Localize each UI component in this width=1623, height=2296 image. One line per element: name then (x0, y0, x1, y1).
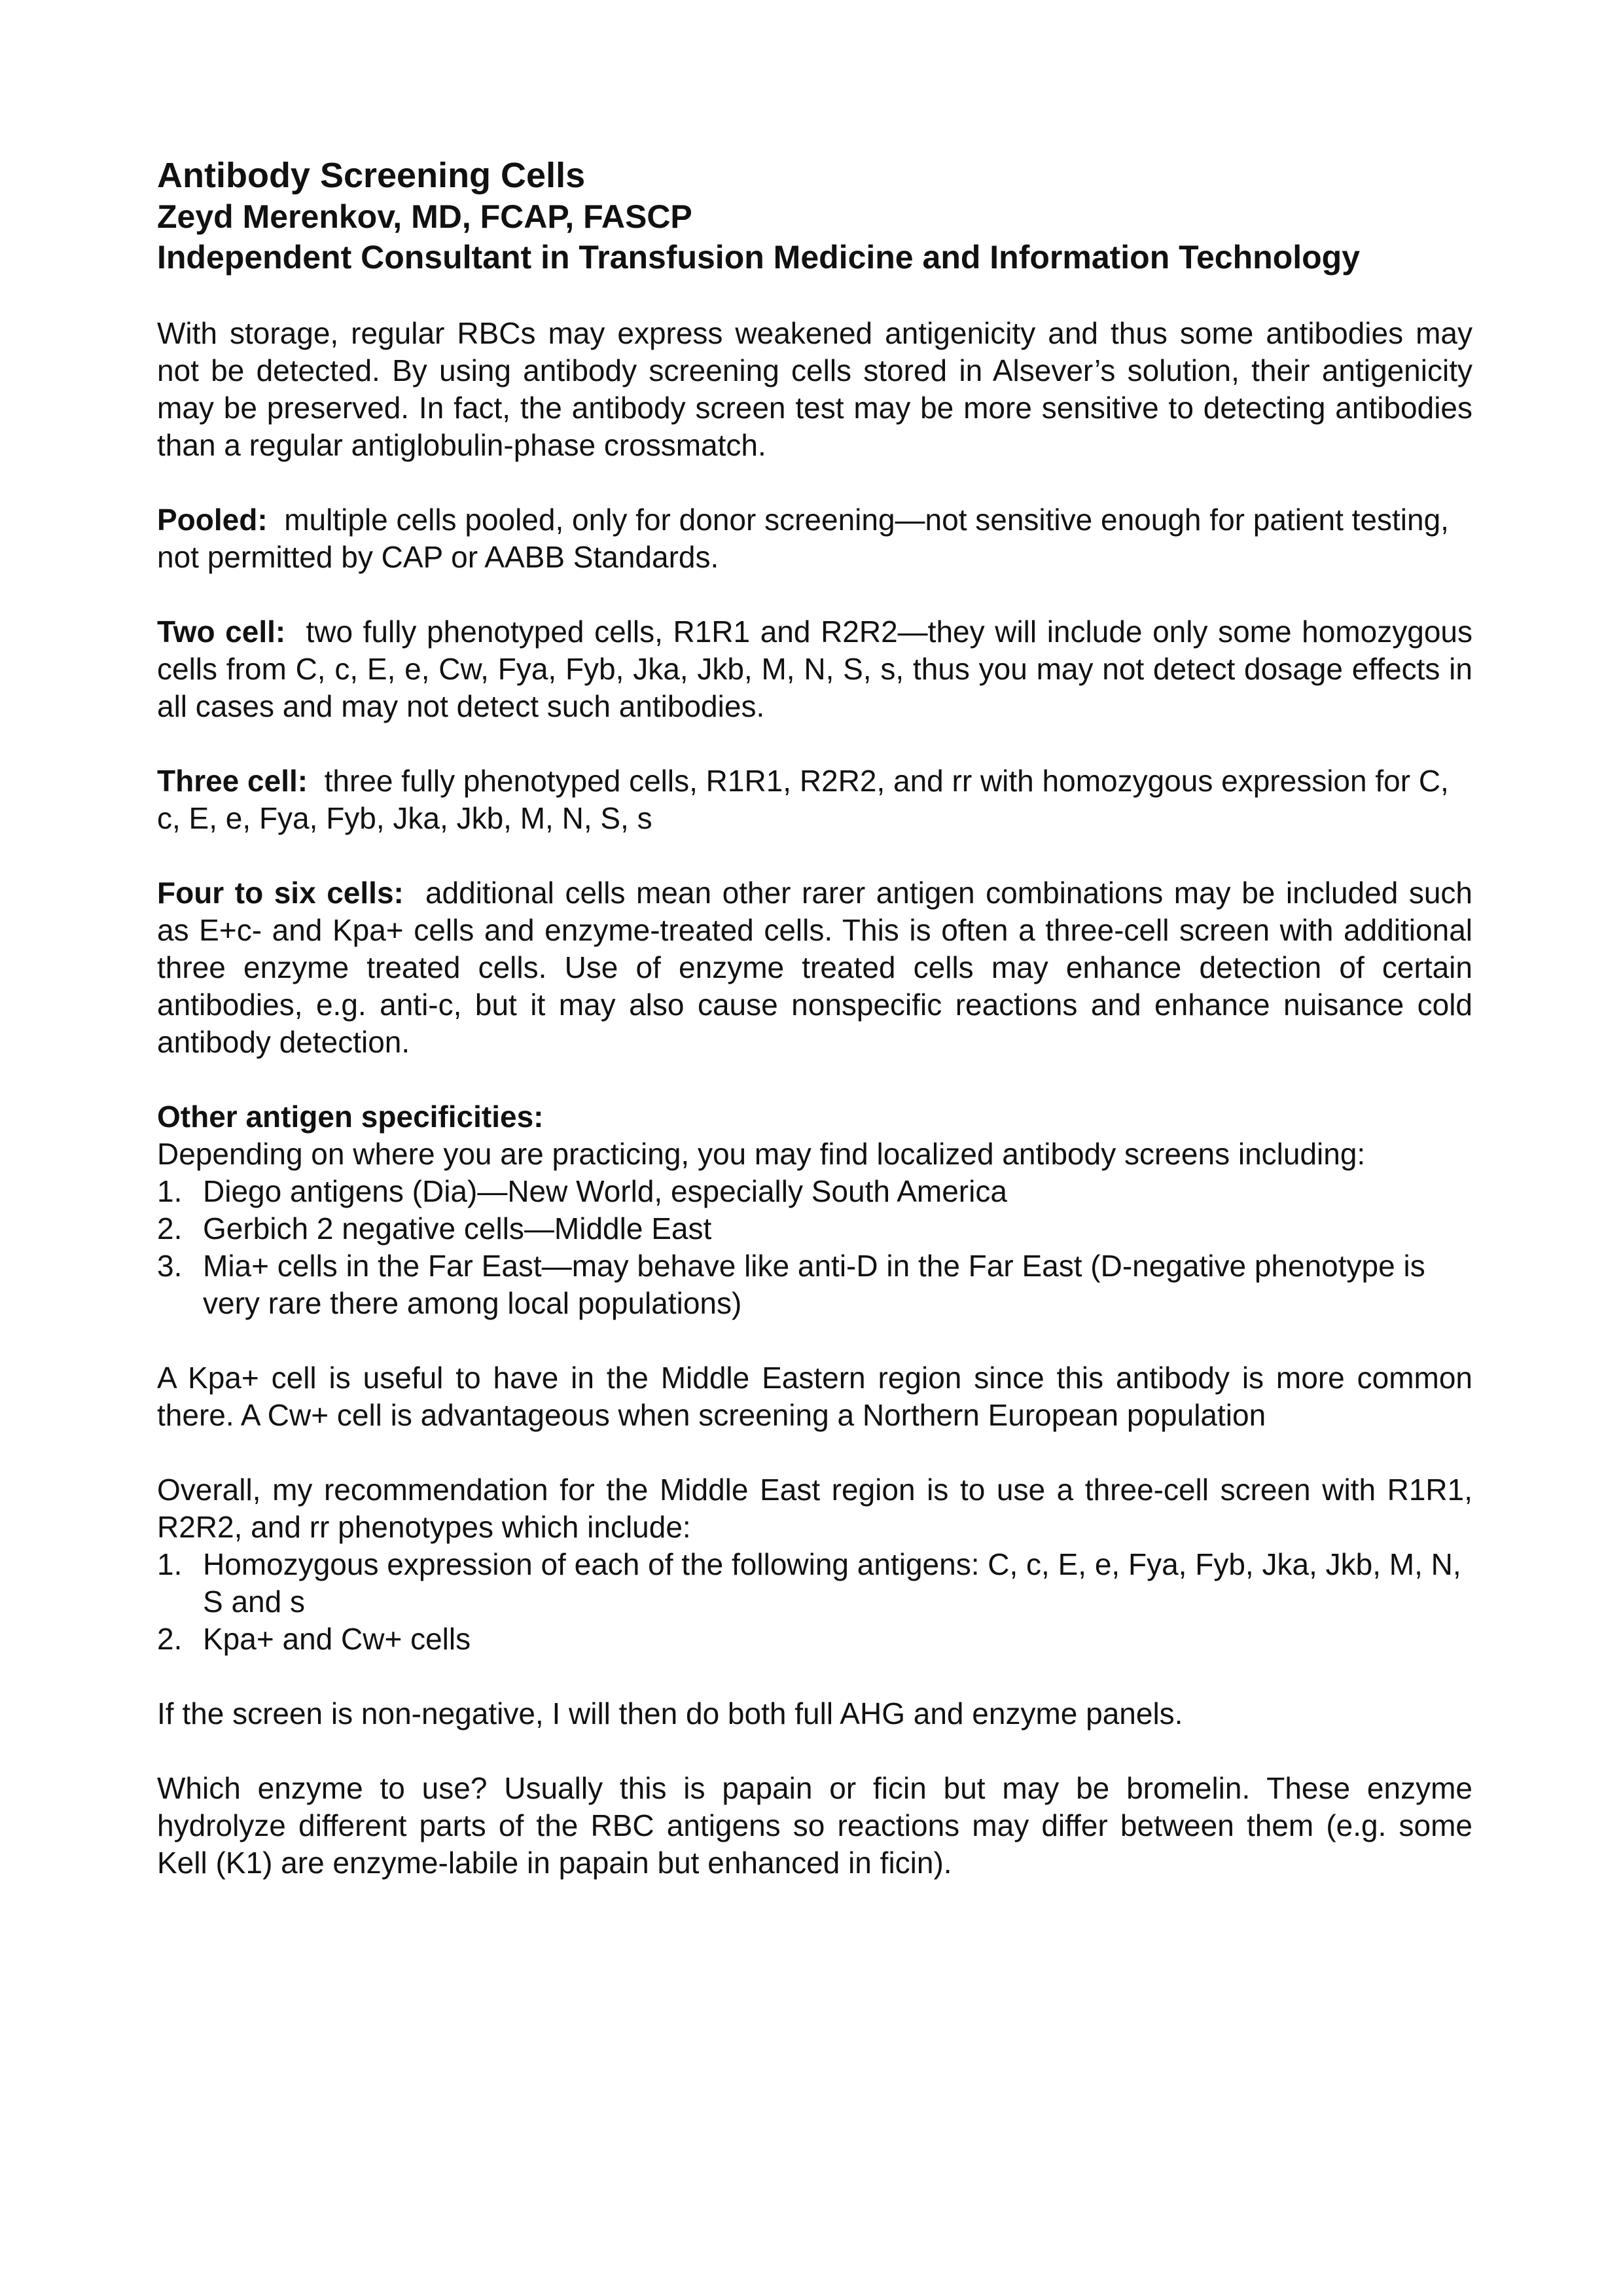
list-item (157, 1247, 1472, 1322)
pooled-paragraph (157, 501, 1472, 576)
two-cell-paragraph (157, 613, 1472, 725)
author-line: Zeyd Merenkov, MD, FCAP, FASCP (157, 198, 692, 235)
other-antigen-intro: Depending on where you are practicing, you may find localized antibody screens including: (157, 1137, 1366, 1171)
list-item-number: 1. (157, 1174, 183, 1208)
kpa-paragraph: A Kpa+ cell is useful to have in the Middle Eastern region since this antibody is more common there. A Cw+ cell is advantageous when screening a Northern European population (157, 1361, 1472, 1432)
other-antigen-list (157, 1173, 1472, 1322)
recommendation-list (157, 1546, 1472, 1658)
list-item-number: 3. (157, 1249, 183, 1283)
list-item-text: Homozygous expression of each of the following antigens: C, c, E, e, Fya, Fyb, Jka, Jkb, M, N, S and s (203, 1547, 1461, 1619)
intro-paragraph: With storage, regular RBCs may express weakened antigenicity and thus some antibodies may not be detected. By using antibody screening cells stored in Alsever’s solution, their antigenicity may be preserved. In fact, the antibody screen test may be more sensitive to detecting antibodies than a regular antiglobulin-phase crossmatch. (157, 316, 1472, 462)
list-item-number: 2. (157, 1211, 183, 1246)
other-antigen-section (157, 1098, 1472, 1322)
list-item (157, 1546, 1472, 1621)
enzyme-paragraph: Which enzyme to use? Usually this is papain or ficin but may be bromelin. These enzyme hydrolyze different parts of the RBC antigens so reactions may differ between them (e.g. some Kell (K1) are enzyme-labile in papain but enhanced in ficin). (157, 1771, 1472, 1880)
document-page (157, 154, 1472, 1919)
recommendation-intro: Overall, my recommendation for the Middle East region is to use a three-cell screen with R1R1, R2R2, and rr phenotypes which include: (157, 1473, 1472, 1544)
two-cell-text: two fully phenotyped cells, R1R1 and R2R2—they will include only some homozygous cells from C, c, E, e, Cw, Fya, Fyb, Jka, Jkb, M, N, S, s, thus you may not detect dosage effects in all cases and may not detect such antibodies. (157, 615, 1472, 723)
three-cell-text: three fully phenotyped cells, R1R1, R2R2, and rr with homozygous expression for C, c, E, e, Fya, Fyb, Jka, Jkb, M, N, S, s (157, 764, 1449, 835)
four-to-six-label: Four to six cells: (157, 876, 404, 910)
document-header (157, 154, 1472, 278)
other-antigen-heading: Other antigen specificities: (157, 1100, 544, 1134)
pooled-label: Pooled: (157, 503, 268, 537)
list-item (157, 1621, 1472, 1658)
pooled-text: multiple cells pooled, only for donor screening—not sensitive enough for patient testing, not permitted by CAP or AABB Standards. (157, 503, 1449, 574)
two-cell-label: Two cell: (157, 615, 286, 649)
list-item (157, 1173, 1472, 1210)
four-to-six-paragraph (157, 874, 1472, 1061)
list-item-text: Diego antigens (Dia)—New World, especially South America (203, 1174, 1007, 1208)
list-item-number: 2. (157, 1622, 183, 1656)
list-item-text: Mia+ cells in the Far East—may behave like anti-D in the Far East (D-negative phenotype is very rare there among local populations) (203, 1249, 1425, 1320)
list-item-text: Kpa+ and Cw+ cells (203, 1622, 471, 1656)
list-item (157, 1210, 1472, 1247)
affiliation-line: Independent Consultant in Transfusion Medicine and Information Technology (157, 239, 1361, 276)
recommendation-section (157, 1471, 1472, 1658)
four-to-six-text: additional cells mean other rarer antigen combinations may be included such as E+c- and Kpa+ cells and enzyme-treated cells. This is often a three-cell screen with additional three enzyme treated cells. Use of enzyme treated cells may enhance detection of certain antibodies, e.g. anti-c, but it may also cause nonspecific reactions and enhance nuisance cold antibody detection. (157, 876, 1472, 1059)
list-item-number: 1. (157, 1547, 183, 1581)
three-cell-paragraph (157, 762, 1472, 837)
list-item-text: Gerbich 2 negative cells—Middle East (203, 1211, 712, 1246)
three-cell-label: Three cell: (157, 764, 308, 798)
document-title: Antibody Screening Cells (157, 156, 586, 195)
non-negative-paragraph: If the screen is non-negative, I will then do both full AHG and enzyme panels. (157, 1696, 1183, 1731)
